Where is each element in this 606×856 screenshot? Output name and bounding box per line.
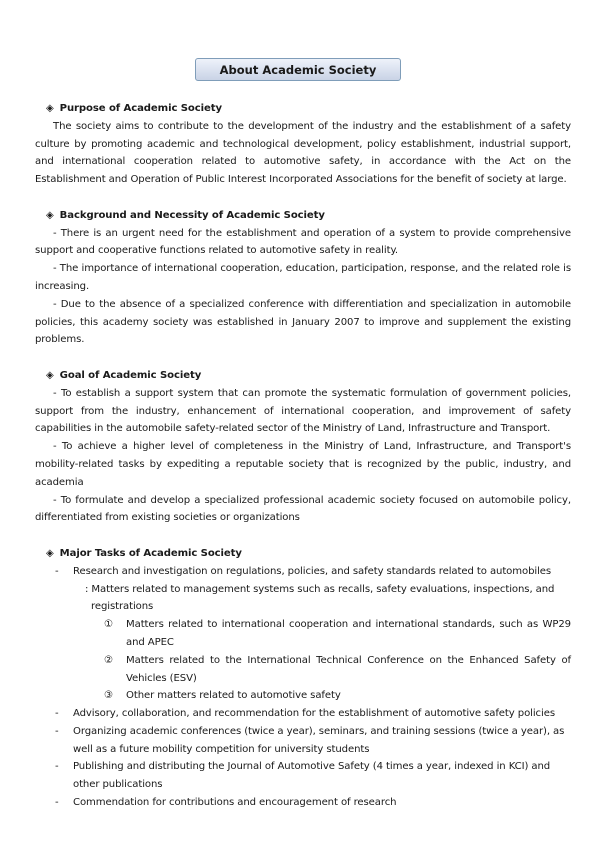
- task-text: Publishing and distributing the Journal of Automotive Safety (4 times a year, indexed in KCI) and other publications: [73, 761, 551, 791]
- section-heading-background: [35, 207, 571, 225]
- diamond-bullet-icon: ◈: [46, 209, 54, 221]
- numbered-item-2: [35, 652, 571, 688]
- task-item-3: [35, 723, 571, 759]
- goal-paragraph-1: - To establish a support system that can promote the systematic formulation of government policies, support from the industry, enhancement of international cooperation, and improvement of safety capabilities in the automobile safety-related sector of the Ministry of Land, Infrastructure and Transport.: [35, 387, 571, 435]
- heading-text: Purpose of Academic Society: [59, 103, 222, 114]
- diamond-bullet-icon: ◈: [46, 369, 54, 381]
- dash-marker: -: [55, 725, 59, 737]
- circled-number-2: ②: [104, 654, 113, 666]
- task-text: Organizing academic conferences (twice a year), seminars, and training sessions (twice a year), as well as a future mobility competition for university students: [73, 725, 565, 755]
- task-text: Commendation for contributions and encouragement of research: [73, 797, 397, 809]
- task-item-1: [35, 563, 571, 581]
- task-item-2: [35, 705, 571, 723]
- task-item-4: [35, 758, 571, 794]
- background-paragraph-2: - The importance of international cooperation, education, participation, response, and the related role is increasing.: [35, 263, 571, 292]
- task-item-1-subtext: : Matters related to management systems such as recalls, safety evaluations, inspections, and registrations: [85, 583, 555, 613]
- section-heading-tasks: [35, 545, 571, 563]
- task-item-5: [35, 794, 571, 812]
- task-text: Research and investigation on regulations, policies, and safety standards related to automobiles: [73, 565, 552, 577]
- dash-marker: -: [55, 708, 59, 720]
- heading-text: Goal of Academic Society: [59, 369, 202, 381]
- document-body: [35, 100, 571, 812]
- goal-paragraph-2: - To achieve a higher level of completeness in the Ministry of Land, Infrastructure, and Transport's mobility-related tasks by expediting a reputable society that is recognized by the public, industry, and academia: [35, 441, 571, 488]
- background-paragraph-3: - Due to the absence of a specialized conference with differentiation and specialization in automobile policies, this academy society was established in January 2007 to improve and supplement the existing problems.: [35, 298, 571, 346]
- numbered-text: Other matters related to automotive safety: [126, 690, 341, 702]
- goal-paragraph-3: - To formulate and develop a specialized professional academic society focused on automobile policy, differentiated from existing societies or organizations: [35, 494, 571, 524]
- diamond-bullet-icon: ◈: [46, 103, 54, 114]
- task-text: Advisory, collaboration, and recommendation for the establishment of automotive safety policies: [73, 708, 555, 720]
- numbered-text: Matters related to international cooperation and international standards, such as WP29 and APEC: [126, 619, 571, 648]
- page-title: About Academic Society: [195, 58, 401, 81]
- dash-marker: -: [55, 761, 59, 773]
- circled-number-3: ③: [104, 690, 113, 702]
- section-heading-goal: [35, 367, 571, 385]
- numbered-item-1: [35, 616, 571, 652]
- circled-number-1: ①: [104, 619, 113, 631]
- heading-text: Major Tasks of Academic Society: [59, 547, 242, 559]
- purpose-paragraph: The society aims to contribute to the development of the industry and the establishment of a safety culture by promoting academic and technological development, policy establishment, industrial support, and international cooperation related to automotive safety, in accordance with the Act on the Establishment and Operation of Public Interest Incorporated Associations for the benefit of society at large.: [35, 120, 571, 186]
- numbered-text: Matters related to the International Technical Conference on the Enhanced Safety of Vehicles (ESV): [126, 654, 571, 684]
- heading-text: Background and Necessity of Academic Society: [59, 209, 325, 221]
- section-heading-purpose: [35, 100, 571, 118]
- dash-marker: -: [55, 565, 59, 577]
- numbered-item-3: [35, 687, 571, 705]
- dash-marker: -: [55, 797, 59, 809]
- background-paragraph-1: - There is an urgent need for the establishment and operation of a system to provide comprehensive support and cooperative functions related to automotive safety in reality.: [35, 227, 571, 257]
- diamond-bullet-icon: ◈: [46, 547, 54, 559]
